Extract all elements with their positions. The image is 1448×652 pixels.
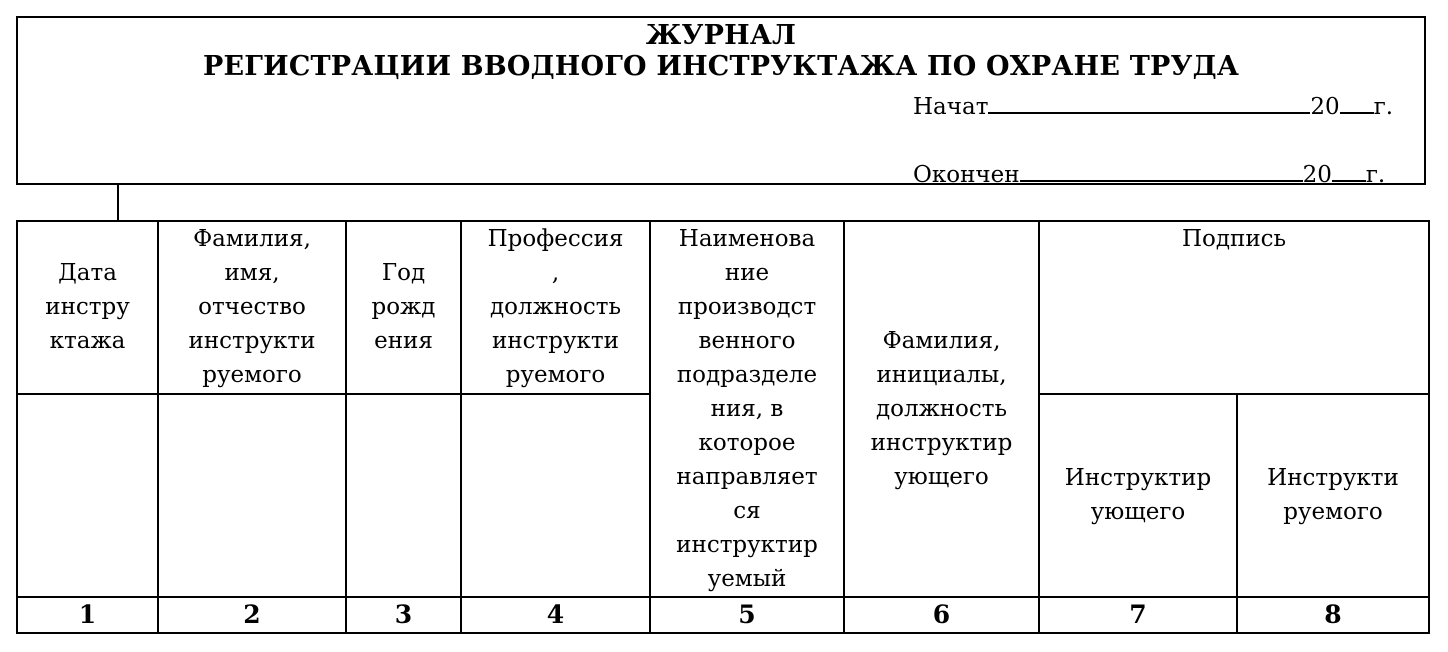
column-number-7: 7: [1039, 597, 1237, 633]
col-header-date: Дата инстру ктажа: [17, 221, 158, 394]
column-number-3: 3: [346, 597, 461, 633]
journal-title: ЖУРНАЛ: [645, 20, 797, 51]
ended-year-blank[interactable]: [1332, 158, 1366, 182]
journal-table: [16, 220, 1430, 634]
column-number-8: 8: [1237, 597, 1429, 633]
col-header-signature: Подпись: [1039, 221, 1429, 394]
started-year-suffix: г.: [1373, 94, 1394, 120]
col-header-instructor: Фамилия, инициалы, должность инструктир ующего: [844, 221, 1039, 597]
started-date-row: [913, 90, 1393, 120]
column-number-5: 5: [650, 597, 844, 633]
col-header-fullname: Фамилия, имя, отчество инструкти руемого: [158, 221, 346, 394]
journal-subtitle: РЕГИСТРАЦИИ ВВОДНОГО ИНСТРУКТАЖА ПО ОХРАНЕ ТРУДА: [202, 51, 1240, 82]
column-number-1: 1: [17, 597, 158, 633]
ended-date-row: [913, 158, 1385, 188]
started-year-blank[interactable]: [1340, 90, 1374, 114]
ended-date-blank[interactable]: [1020, 158, 1303, 182]
started-date-blank[interactable]: [988, 90, 1310, 114]
empty-cell-profession[interactable]: [461, 394, 650, 597]
col-header-signature-instructor: Инструктир ующего: [1039, 394, 1237, 597]
ended-label: Окончен: [913, 162, 1020, 188]
column-number-2: 2: [158, 597, 346, 633]
empty-cell-birth-year[interactable]: [346, 394, 461, 597]
started-year-prefix: 20: [1310, 94, 1340, 120]
ended-year-suffix: г.: [1365, 162, 1386, 188]
col-header-profession: Профессия , должность инструкти руемого: [461, 221, 650, 394]
column-number-4: 4: [461, 597, 650, 633]
col-header-department: Наименова ние производст венного подразделе ния, в которое направляет ся инструктир уемый: [650, 221, 844, 597]
col-header-birth-year: Год рожд ения: [346, 221, 461, 394]
column-number-6: 6: [844, 597, 1039, 633]
started-label: Начат: [913, 94, 989, 120]
connector-tick: [117, 185, 119, 221]
empty-cell-fullname[interactable]: [158, 394, 346, 597]
empty-cell-date[interactable]: [17, 394, 158, 597]
ended-year-prefix: 20: [1302, 162, 1332, 188]
col-header-signature-instructed: Инструкти руемого: [1237, 394, 1429, 597]
journal-title-box: [16, 16, 1426, 188]
